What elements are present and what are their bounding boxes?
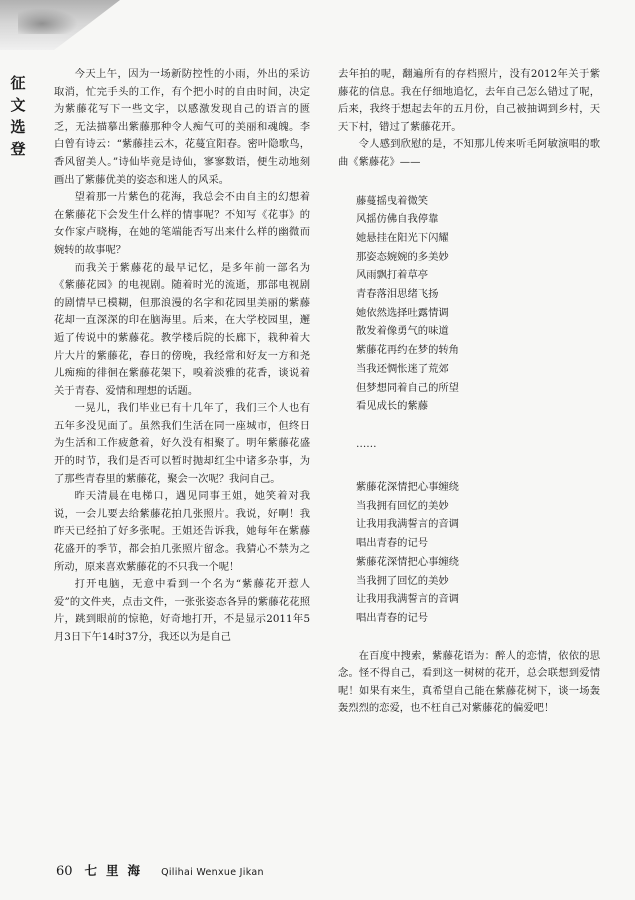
corner-landscape-art: [0, 0, 120, 50]
poem-stanza-2: [338, 478, 600, 628]
poem-line: 但梦想同着自己的所望: [356, 381, 459, 394]
poem-line: 藤蔓摇曳着微笑: [356, 194, 429, 207]
closing-paragraph: 在百度中搜索，紫藤花语为：醉人的恋情，依依的思念。怪不得自己，看到这一树树的花开，总会联想到爱情呢！如果有来生，真希望自己能在紫藤花树下，谈一场轰轰烈烈的恋爱，也不枉自己对紫藤花的偏爱吧！: [338, 649, 600, 715]
poem-line: 让我用我满誓言的音调: [356, 593, 459, 606]
poem-line: 唱出青春的记号: [356, 537, 429, 550]
left-column: [54, 66, 310, 647]
paragraph: 而我关于紫藤花的最早记忆，是多年前一部名为《紫藤花园》的电视剧。随着时光的流逝，那部电视剧的剧情早已模糊，但那浪漫的名字和花园里美丽的紫藤花却一直深深的印在脑海里。后来，在大学校园里，邂逅了传说中的紫藤花。教学楼后院的长廊下，栽种着大片大片的紫藤花，春日的傍晚，我经常和好友一方和尧儿痴痴的徘徊在紫藤花架下，嗅着淡雅的花香，谈说着关于青春、爱情和理想的话题。: [54, 261, 310, 397]
poem-line: 紫藤花深情把心事缠绕: [356, 555, 459, 568]
magazine-latin-name: Qilihai Wenxue Jikan: [161, 867, 264, 878]
poem-line: 她悬挂在阳光下闪耀: [356, 231, 449, 244]
paragraph: 今天上午，因为一场新防控性的小雨，外出的采访取消，忙完手头的工作，有个把小时的自由时间，决定为紫藤花写下一些文字，以感激发现自己的语言的匮乏，无法描摹出紫藤那种令人痴气可的美丽和魂魄。李白曾有诗云：“紫藤挂云木，花蔓宜阳春。密叶隐歌鸟，香风留美人。”诗仙毕竟是诗仙，寥寥数语，便生动地刻画出了紫藤优美的姿态和迷人的风采。: [54, 68, 310, 186]
paragraph: 一晃儿，我们毕业已有十几年了，我们三个人也有五年多没见面了。虽然我们生活在同一座城市，但终日为生活和工作疲惫着，好久没有相聚了。明年紫藤花盛开的时节，我们是否可以暂时抛却红尘中诸多杂事，为了那些青春里的紫藤花，聚会一次呢？我问自己。: [54, 402, 310, 485]
right-column: [338, 66, 600, 718]
poem-line: 风雨飘打着草亭: [356, 269, 429, 282]
poem-line: 青春落泪思绪飞扬: [356, 288, 439, 301]
poem-line: 那姿态婉婉的多美妙: [356, 250, 449, 263]
paragraph: 望着那一片紫色的花海，我总会不由自主的幻想着在紫藤花下会发生什么样的情事呢？不知写《花事》的女作家卢晓梅，在她的笔端能否写出来什么样的幽微而婉转的故事呢？: [54, 191, 310, 256]
page-footer: [56, 861, 264, 879]
poem-line: 当我还惆怅迷了荒郊: [356, 362, 449, 375]
magazine-name: 七里海: [84, 863, 150, 878]
poem-line: 风摇仿佛自我停靠: [356, 213, 439, 226]
poem-line: 当我拥了回忆的美妙: [356, 574, 449, 587]
poem-stanza-1: [338, 192, 600, 416]
poem-line: 她依然选择吐露情调: [356, 306, 449, 319]
poem-ellipsis: ……: [356, 438, 377, 450]
paragraph-continued: 去年拍的呢，翻遍所有的存档照片，没有2012年关于紫藤花的信息。我在仔细地追忆，去年自己怎么错过了呢，后来，我终于想起去年的五月份，自己被抽调到乡村，天天下村，错过了紫藤花开。: [338, 68, 600, 133]
paragraph: 令人感到欣慰的是，不知那儿传来听毛阿敏演唱的歌曲《紫藤花》——: [338, 138, 600, 168]
poem-line: 看见成长的紫藤: [356, 400, 429, 413]
poem-line: 让我用我满誓言的音调: [356, 518, 459, 531]
paragraph: 打开电脑，无意中看到一个名为“紫藤花开惹人爱”的文件夹，点击文件，一张张姿态各异的紫藤花花照片，跳到眼前的惊艳，好奇地打开，不是显示2011年5月3日下午14时37分，我还以为是自己: [54, 578, 310, 643]
section-label: 征文选登: [10, 74, 26, 158]
poem-line: 紫藤花深情把心事缠绕: [356, 481, 459, 493]
poem-line: 紫藤花再约在梦的转角: [356, 344, 459, 357]
page-number: 60: [56, 864, 73, 879]
paragraph: 昨天清晨在电梯口，遇见同事王姐，她笑着对我说，一会儿要去给紫藤花拍几张照片。我说，好啊！我昨天已经拍了好多张呢。王姐还告诉我，她每年在紫藤花盛开的季节，都会拍几张照片留念。我猜心不禁为之所动，原来喜欢紫藤花的不只我一个呢！: [54, 490, 310, 573]
poem-line: 散发着像勇气的味道: [356, 325, 449, 338]
poem-line: 当我拥有回忆的美妙: [356, 499, 449, 512]
poem-line: 唱出青春的记号: [356, 611, 429, 624]
